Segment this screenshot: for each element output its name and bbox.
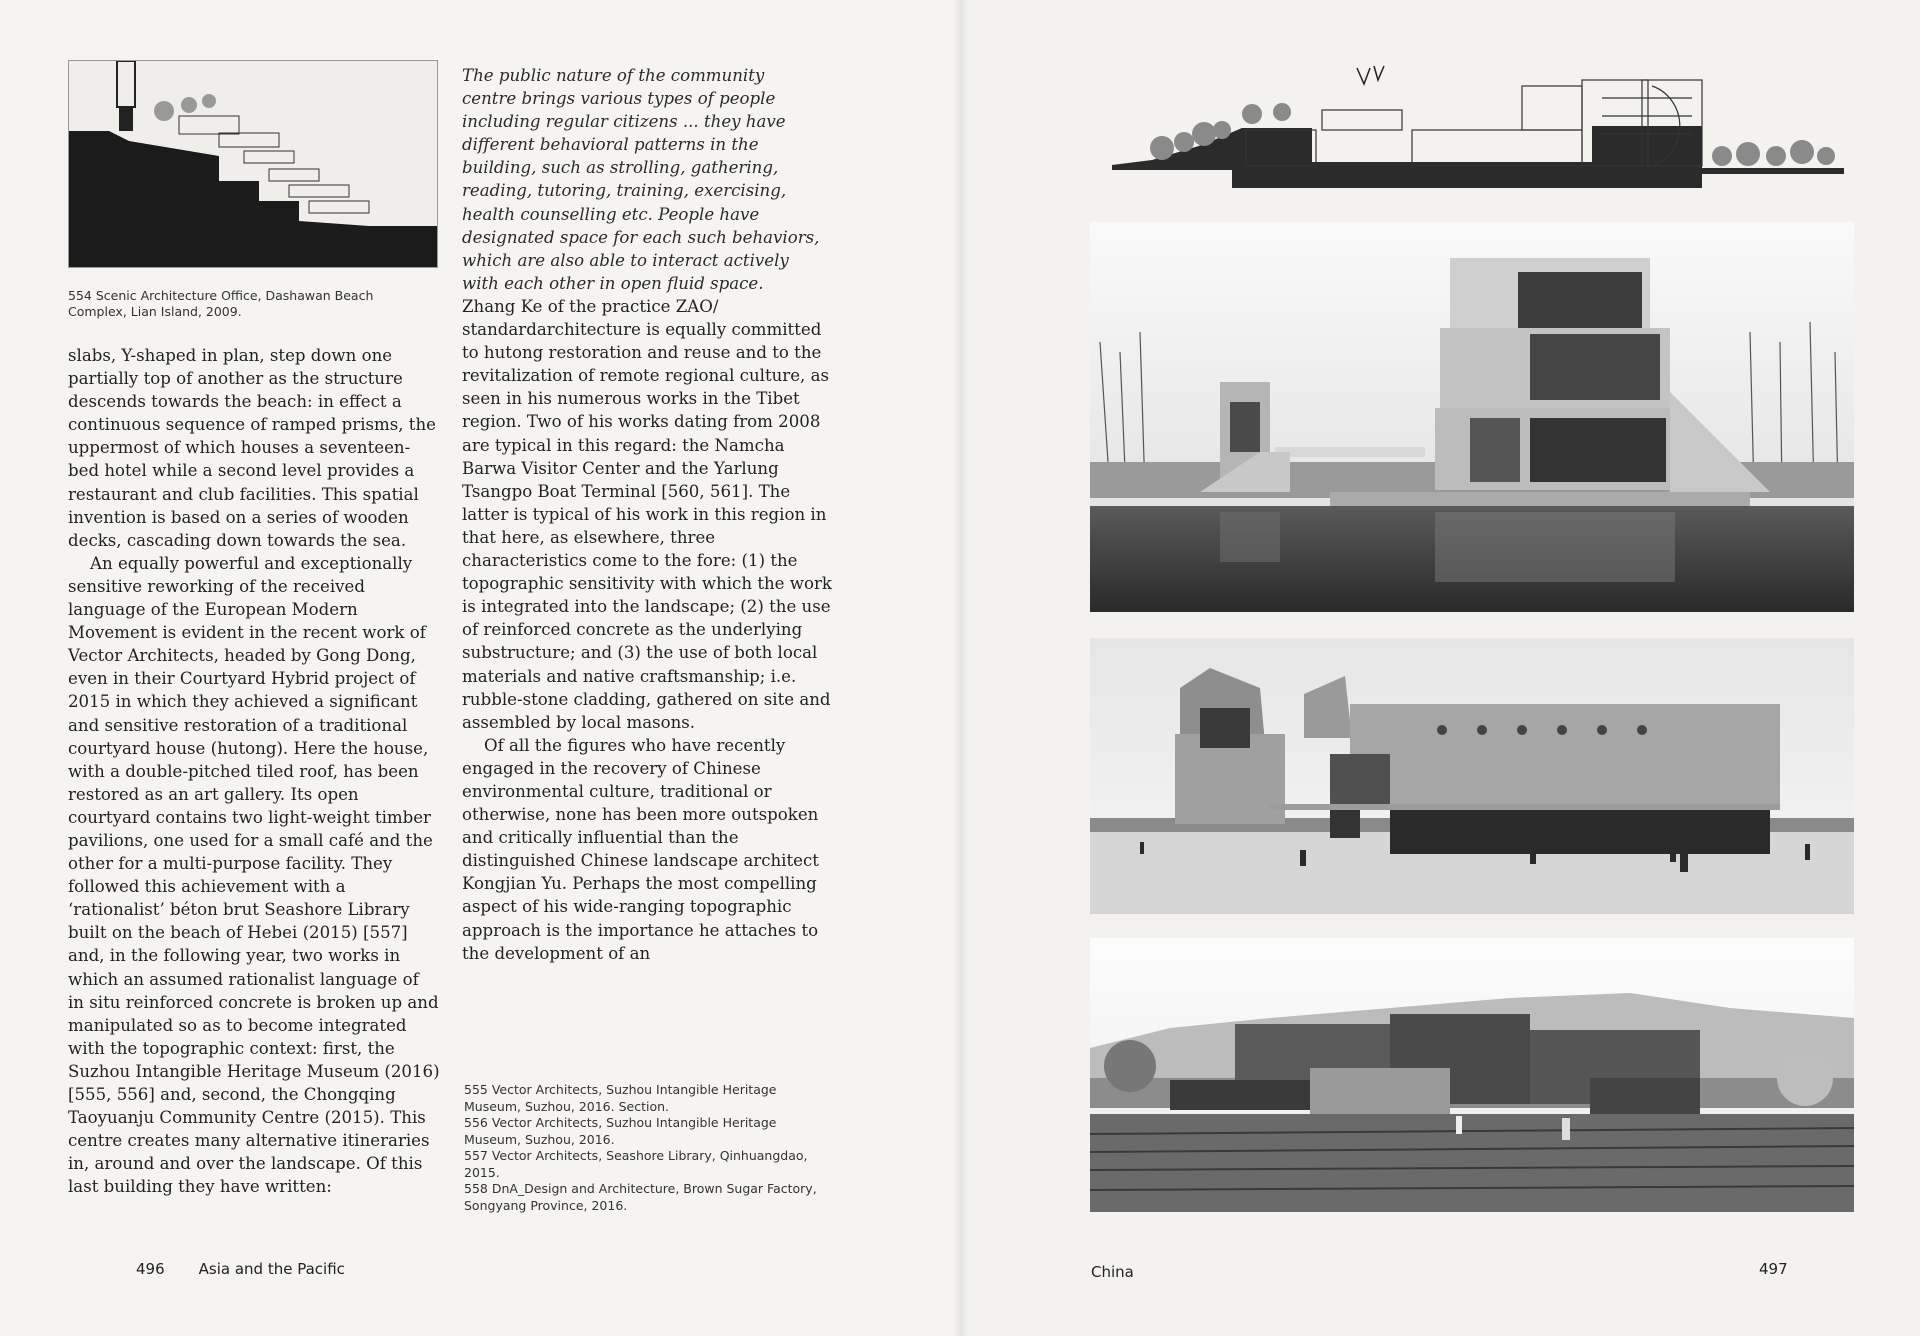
- figure-554-section-drawing: [68, 60, 438, 268]
- figure-555-section-drawing: [1112, 60, 1844, 192]
- paragraph: An equally powerful and exceptionally sensitive reworking of the received language of the European Modern Movement is evident in the recent work of Vector Architects, headed by Gong Dong, even in their Courtyard Hybrid project of 2015 in which they achieved a significant and sensitive restoration of a traditional courtyard house (hutong). Here the house, with a double-pitched tiled roof, has been restored as an art gallery. Its open courtyard contains two light-weight timber pavilions, one used for a small café and the other for a multi-purpose facility. They followed this achievement with a ‘rationalist’ béton brut Seashore Library built on the beach of Hebei (2015) [557] and, in the following year, two works in which an assumed rationalist language of in situ reinforced concrete is broken up and manipulated so as to become integrated with the topographic context: first, the Suzhou Intangible Heritage Museum (2016) [555, 556] and, second, the Chongqing Taoyuanju Community Centre (2015). This centre creates many alternative itineraries in, around and over the landscape. Of this last building they have written:: [68, 553, 440, 1197]
- caption-555: 555 Vector Architects, Suzhou Intangible Heritage Museum, Suzhou, 2016. Section.: [464, 1082, 777, 1114]
- right-folio-title: China: [1091, 1263, 1134, 1281]
- left-folio: [136, 1260, 345, 1278]
- figure-554-caption: 554 Scenic Architecture Office, Dashawan Beach Complex, Lian Island, 2009.: [68, 288, 374, 319]
- paragraph: Of all the figures who have recently engaged in the recovery of Chinese environmental culture, traditional or otherwise, none has been more outspoken and critically influential than the distinguished Chinese landscape architect Kongjian Yu. Perhaps the most compelling aspect of his wide-ranging topographic approach is the importance he attaches to the development of an: [462, 735, 819, 963]
- caption-557: 557 Vector Architects, Seashore Library, Qinhuangdao, 2015.: [464, 1148, 808, 1180]
- figure-557-photo-seashore-library: [1090, 638, 1854, 914]
- right-folio-number: 497: [1759, 1260, 1788, 1278]
- body-column-1: [68, 344, 440, 1198]
- pull-quote: The public nature of the community centre brings various types of people including regular citizens ... they have different behavioral patterns in the building, such as strolling, gathering, reading, tutoring, training, exercising, health counselling etc. People have designated space for each such behaviors, which are also able to interact actively with each other in open fluid space.: [462, 66, 820, 293]
- section-title: Asia and the Pacific: [198, 1260, 345, 1278]
- book-gutter: [952, 0, 968, 1336]
- figure-558-photo-sugar-factory: [1090, 938, 1854, 1212]
- figure-captions: [464, 1082, 834, 1214]
- paragraph: Zhang Ke of the practice ZAO/ standardarchitecture is equally committed to hutong restoration and reuse and to the revitalization of remote regional culture, as seen in his numerous works in the Tibet region. Two of his works dating from 2008 are typical in this regard: the Namcha Barwa Visitor Center and the Yarlung Tsangpo Boat Terminal [560, 561]. The latter is typical of his work in this region in that here, as elsewhere, three characteristics come to the fore: (1) the topographic sensitivity with which the work is integrated into the landscape; (2) the use of reinforced concrete as the underlying substructure; and (3) the use of both local materials and native craftsmanship; i.e. rubble-stone cladding, gathered on site and assembled by local masons.: [462, 297, 832, 732]
- figure-556-photo-museum: [1090, 222, 1854, 612]
- caption-556: 556 Vector Architects, Suzhou Intangible Heritage Museum, Suzhou, 2016.: [464, 1115, 777, 1147]
- page-number: 496: [136, 1260, 165, 1278]
- caption-558: 558 DnA_Design and Architecture, Brown Sugar Factory, Songyang Province, 2016.: [464, 1181, 817, 1213]
- body-column-2: [462, 295, 834, 965]
- paragraph: slabs, Y-shaped in plan, step down one partially top of another as the structure descends towards the beach: in effect a continuous sequence of ramped prisms, the uppermost of which houses a seventeen-bed hotel while a second level provides a restaurant and club facilities. This spatial invention is based on a series of wooden decks, cascading down towards the sea.: [68, 346, 436, 550]
